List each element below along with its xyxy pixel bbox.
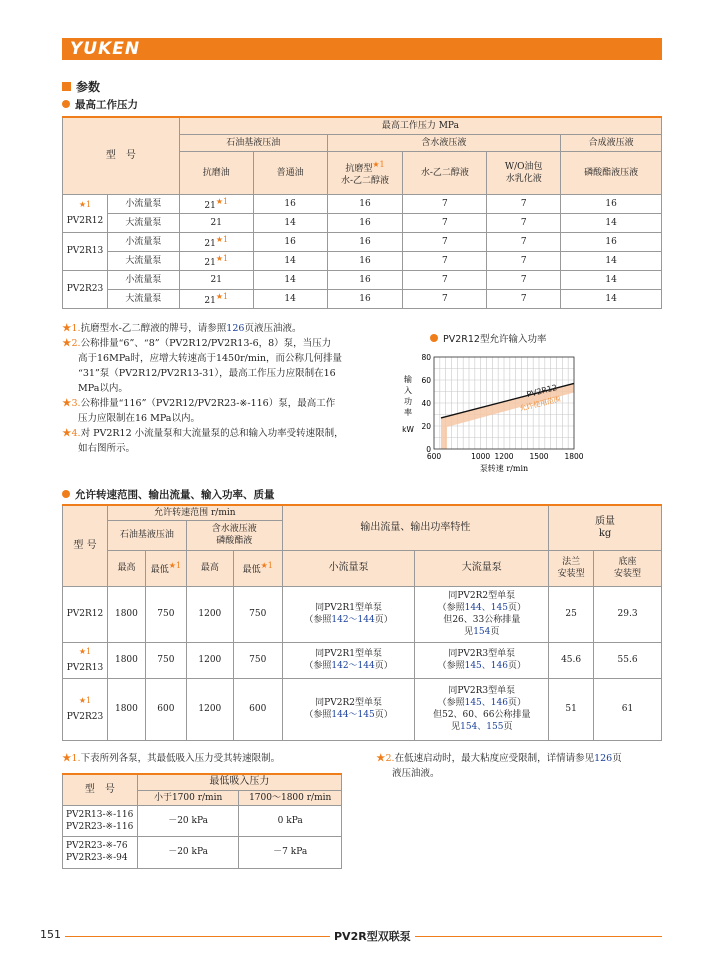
note-4: ★4.对 PV2R12 小流量泵和大流量泵的总和输入功率受转速限制， <box>62 428 344 439</box>
max-pressure-table <box>62 116 662 309</box>
dot-bullet-icon <box>62 100 70 108</box>
y-axis-unit: kW <box>402 425 414 434</box>
y-axis-label-char: 率 <box>404 408 412 417</box>
model-header: 型 号 <box>63 117 180 194</box>
annotation-allowed-range: 允许使用范围 <box>518 395 562 413</box>
y-axis-label-char: 功 <box>404 397 412 406</box>
note-1: ★1.抗磨型水-乙二醇液的牌号，请参照126页液压油液。 <box>62 323 302 334</box>
col-antiwear-glycol: 抗磨型$^{★1}$ 水-乙二醇液 <box>327 151 403 194</box>
table-row: $^{★1}$ PV2R13 1800 750 1200 750 同PV2R1型单泵 （参照142～144页） 同PV2R3型单泵 （参照145、146页） 45.6 55.6 <box>63 642 662 678</box>
dot-bullet-icon <box>62 490 70 498</box>
y-tick-label: 20 <box>421 422 431 431</box>
model-header: 型 号 <box>63 505 108 586</box>
y-tick-label: 60 <box>421 376 431 385</box>
model-cell: PV2R23 <box>63 270 108 308</box>
square-bullet-icon <box>62 82 71 91</box>
mass-header: 质量 kg <box>549 505 662 550</box>
model-cell: PV2R13 <box>63 232 108 270</box>
page-number: 151 <box>40 928 65 941</box>
col-water-glycol: 水-乙二醇液 <box>403 151 487 194</box>
subsection-title-speed: 允许转速范围、输出流量、输入功率、质量 <box>62 488 275 502</box>
x-tick-label: 1800 <box>564 452 584 461</box>
speed-flow-table: 型 号 允许转速范围 r/min 输出流量、输出功率特性 质量 kg 石油基液压油 含水液压液 磷酸酯液 最高 最低$^{★1}$ 最高 最低$^{★1}$ 小流量泵 大流量泵 法兰 安装型 底座 安装型 PV2R12 1800 750 1200 750 同PV2R1型单泵 （参照142～144页） 同PV2R2型单泵 （参照144、145页） 但26、33公称排量 见154页 25 29.3 $^{★1}$ PV2R13 1800 750 1200 750 同PV2R1型单泵 （参照142～144页） 同PV2R3型单泵 （参照145、146页） 45.6 55.6 $^{★1}$ PV2R23 1800 600 1200 600 同PV2R2型单泵 （参照144～145页） 同PV2R3型单泵 （参照145、146页） 但52、60、66公称排量 见154、155页 51 61 <box>62 504 662 741</box>
x-tick-label: 600 <box>426 452 442 461</box>
note-3: ★3.公称排量“116”（PV2R12/PV2R23-※-116）泵，最高工作 <box>62 398 336 409</box>
table-row: 大流量泵 21 14 16 7 7 14 <box>63 213 662 232</box>
col-normal: 普通油 <box>253 151 327 194</box>
min-suction-table: 型 号 最低吸入压力 小于1700 r/min 1700〜1800 r/min PV2R13-※-116 PV2R23-※-116 －20 kPa 0 kPa PV2R23-※-76 PV2R23-※-94 －20 kPa －7 kPa <box>62 773 342 869</box>
y-axis-label-char: 入 <box>404 386 412 395</box>
speed-range-header: 允许转速范围 r/min <box>107 505 282 520</box>
y-tick-label: 40 <box>421 399 431 408</box>
table-row: PV2R23 小流量泵 21 14 16 7 7 14 <box>63 270 662 289</box>
group-oil: 石油基液压油 <box>179 134 327 151</box>
notes-pressure: ★1.抗磨型水-乙二醇液的牌号，请参照126页液压油液。 ★2.公称排量“6”、“8”（PV2R12/PV2R13-6，8）泵，当压力 高于16MPa时，应增大转速高于1450r/min，而公称几何排量 “31”泵（PV2R12/PV2R13-31），最高工作压力应限制在16 MPa以内。 ★3.公称排量“116”（PV2R12/PV2R23-※-116）泵，最高工作 压力应限制在16 MPa以内。 ★4.对 PV2R12 小流量泵和大流量泵的总和输入功率受转速限制， 如右图所示。 <box>62 321 402 456</box>
power-chart <box>396 335 596 475</box>
max-pressure-header: 最高工作压力 MPa <box>179 117 661 134</box>
allowed-range-band <box>441 383 574 449</box>
col-phosphate: 磷酸酯液压液 <box>561 151 662 194</box>
table-row: $^{★1}$ PV2R12 小流量泵 $21^{★1}$ 16 16 7 7 16 <box>63 194 662 213</box>
y-axis-label-char: 输 <box>404 375 412 384</box>
table-row: PV2R13-※-116 PV2R23-※-116 －20 kPa 0 kPa <box>63 805 342 836</box>
col-antiwear: 抗磨油 <box>179 151 253 194</box>
output-header: 输出流量、输出功率特性 <box>282 505 548 550</box>
page-link[interactable]: 126 <box>226 323 245 334</box>
table-row: PV2R13 小流量泵 $21^{★1}$ 16 16 7 7 16 <box>63 232 662 251</box>
x-tick-label: 1200 <box>494 452 514 461</box>
header-bar <box>62 38 662 60</box>
table-row: 大流量泵 $21^{★1}$ 14 16 7 7 14 <box>63 289 662 308</box>
x-axis-label: 泵转速 r/min <box>479 464 529 473</box>
model-cell: $^{★1}$ PV2R12 <box>63 194 108 232</box>
note-speed-2: ★2.在低速启动时，最大粘度应受限制，详情请参见126页 液压油液。 <box>376 753 622 779</box>
y-tick-label: 80 <box>421 353 431 362</box>
note-speed-1: ★1.下表所列各泵，其最低吸入压力受其转速限制。 <box>62 753 281 764</box>
x-tick-label: 1500 <box>529 452 549 461</box>
group-water: 含水液压液 <box>327 134 561 151</box>
group-synthetic: 合成液压液 <box>561 134 662 151</box>
section-title: 参数 <box>62 80 100 94</box>
footer-title: PV2R型双联泵 <box>330 928 415 944</box>
y-tick-label: 0 <box>426 445 431 454</box>
series-label-pv2r12: PV2R12 <box>525 382 559 400</box>
table-row: $^{★1}$ PV2R23 1800 600 1200 600 同PV2R2型单泵 （参照144～145页） 同PV2R3型单泵 （参照145、146页） 但52、60、66公称排量 见154、155页 51 61 <box>63 678 662 740</box>
table-row: 大流量泵 $21^{★1}$ 14 16 7 7 14 <box>63 251 662 270</box>
note-2: ★2.公称排量“6”、“8”（PV2R12/PV2R13-6，8）泵，当压力 <box>62 338 332 349</box>
subsection-title-pressure: 最高工作压力 <box>62 98 138 112</box>
col-wo-emulsion: W/O油包 水乳化液 <box>487 151 561 194</box>
table-row: PV2R12 1800 750 1200 750 同PV2R1型单泵 （参照142～144页） 同PV2R2型单泵 （参照144、145页） 但26、33公称排量 见154页 25 29.3 <box>63 586 662 642</box>
x-tick-label: 1000 <box>471 452 491 461</box>
yuken-logo: YUKEN <box>70 39 141 59</box>
chart-title: PV2R12型允许输入功率 <box>430 333 546 347</box>
table-row: PV2R23-※-76 PV2R23-※-94 －20 kPa －7 kPa <box>63 836 342 868</box>
